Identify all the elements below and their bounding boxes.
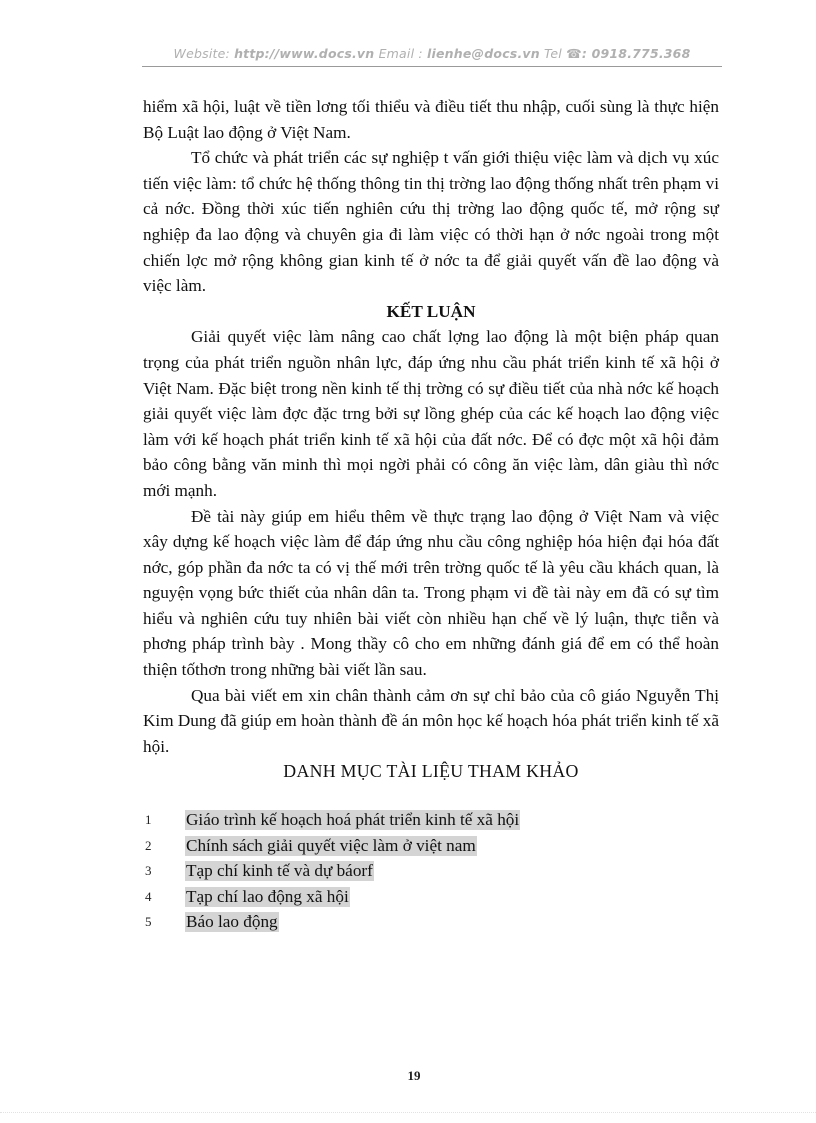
tel-number: : 0918.775.368 (581, 46, 691, 61)
references-heading: DANH MỤC TÀI LIỆU THAM KHẢO (283, 761, 579, 782)
website-label: Website: (173, 46, 230, 61)
reference-item (143, 909, 719, 935)
page-header (142, 46, 722, 67)
reference-item (143, 807, 719, 833)
reference-item (143, 884, 719, 910)
conclusion-paragraph-3: Qua bài viết em xin chân thành cảm ơn sự chỉ bảo của cô giáo Nguyễn Thị Kim Dung đã giúp em hoàn thành đề án môn học kế hoạch hóa phát triển kinh tế xã hội. (143, 685, 719, 756)
reference-title: Tạp chí lao động xã hội (186, 886, 349, 906)
conclusion-heading: KẾT LUẬN (386, 301, 476, 321)
reference-number: 4 (145, 888, 152, 904)
website-url: http://www.docs.vn (234, 46, 375, 61)
document-content (143, 94, 719, 935)
body-paragraph-1: hiểm xã hội, luật về tiền lơng tối thiểu và điều tiết thu nhập, cuối sùng là thực hiện Bộ Luật lao động ở Việt Nam. (143, 97, 719, 142)
reference-title: Giáo trình kế hoạch hoá phát triển kinh tế xã hội (186, 810, 520, 830)
email-label: Email : (378, 46, 423, 61)
conclusion-paragraph-2: Đề tài này giúp em hiểu thêm về thực trạng lao động ở Việt Nam và việc xây dựng kế hoạch việc làm để đáp ứng nhu cầu công nghiệp hóa hiện đại hóa đất nớc, góp phần đa nớc ta có vị thế mới trên trờng quốc tế là yêu cầu khách quan, là nguyện vọng bức thiết của nhân dân ta. Trong phạm vi đề tài này em đã có sự tìm hiểu và nghiên cứu tuy nhiên bài viết còn nhiều hạn chế về lý luận, thực tiễn và phơng pháp trình bày . Mong thầy cô cho em những đánh giá để em có thể hoàn thiện tốthơn trong những bài viết lần sau. (143, 506, 719, 680)
conclusion-paragraph-1: Giải quyết việc làm nâng cao chất lợng lao động là một biện pháp quan trọng của phát triển nguồn nhân lực, đáp ứng nhu cầu phát triển kinh tế xã hội ở Việt Nam. Đặc biệt trong nền kinh tế thị trờng có sự điều tiết của nhà nớc kế hoạch giải quyết việc làm đợc đặc trng bởi sự lồng ghép của các kế hoạch lao động việc làm với kế hoạch phát triển kinh tế xã hội của đất nớc. Để có đợc một xã hội đảm bảo công bằng văn minh thì mọi ngời phải có công ăn việc làm, dân giàu thì nớc mới mạnh. (143, 327, 719, 500)
reference-number: 2 (145, 837, 152, 853)
email-address: lienhe@docs.vn (427, 46, 540, 61)
reference-number: 5 (145, 914, 152, 930)
reference-item (143, 858, 719, 884)
tel-label: Tel (544, 46, 562, 61)
reference-number: 3 (145, 863, 152, 879)
reference-number: 1 (145, 812, 152, 828)
references-list (143, 807, 719, 935)
phone-icon: ☎ (566, 46, 582, 61)
page-number: 19 (407, 1068, 421, 1083)
reference-item (143, 833, 719, 859)
reference-title: Chính sách giải quyết việc làm ở việt nam (186, 835, 476, 855)
body-paragraph-2: Tổ chức và phát triển các sự nghiệp t vấn giới thiệu việc làm và dịch vụ xúc tiến việc làm: tổ chức hệ thống thông tin thị trờng lao động thống nhất trên phạm vi cả nớc. Đồng thời xúc tiến nghiên cứu thị trờng lao động quốc tế, mở rộng sự nghiệp đa lao động và chuyên gia đi làm việc có thời hạn ở nớc ngoài trong một chiến lợc mở rộng không gian kinh tế ở nớc ta để giải quyết vấn đề lao động và việc làm. (143, 148, 719, 296)
page-bottom-divider (0, 1112, 816, 1113)
reference-title: Tạp chí kinh tế và dự báorf (186, 861, 373, 881)
reference-title: Báo lao động (186, 912, 278, 932)
